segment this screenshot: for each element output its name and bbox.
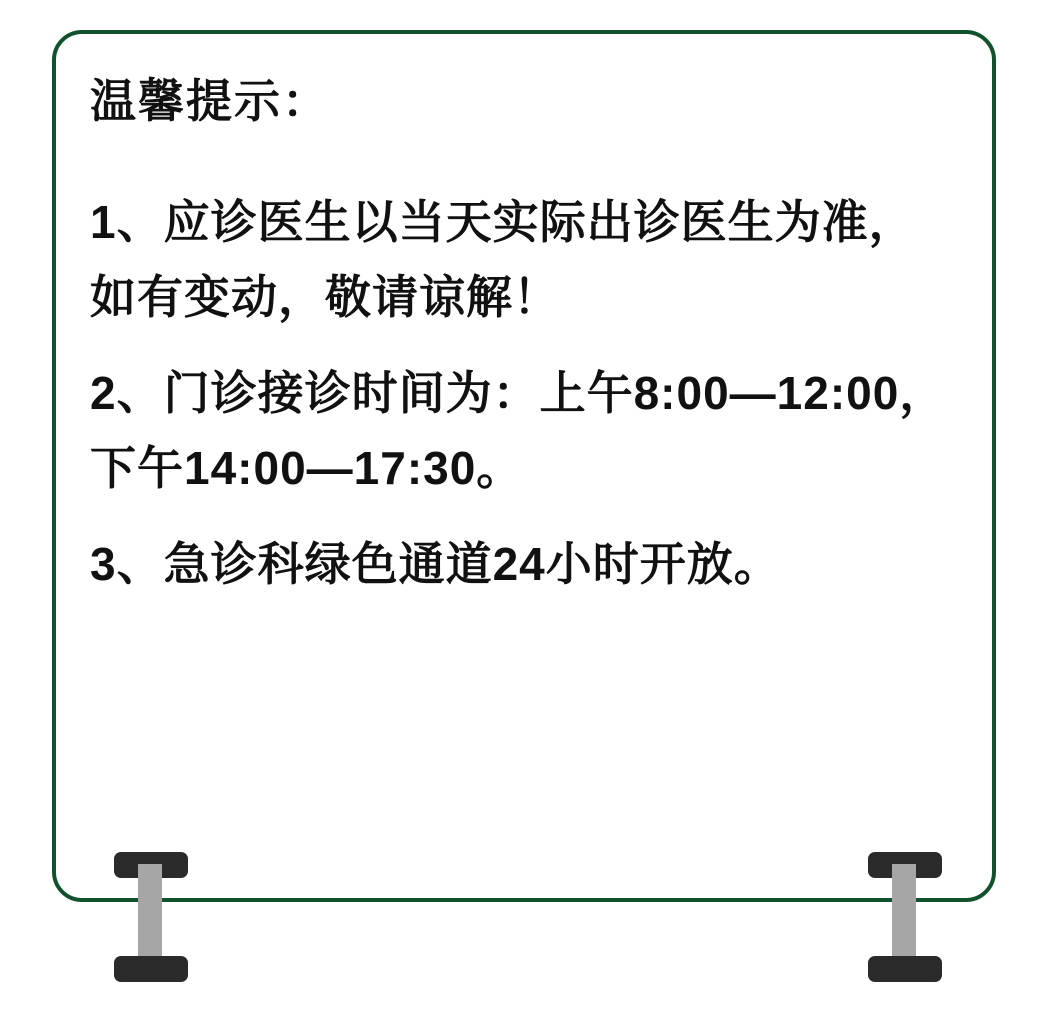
notice-title: 温馨提示： (90, 75, 330, 127)
stand-leg-right (862, 848, 972, 988)
leg-cap-bottom-icon (114, 956, 188, 982)
notice-item-3: 3、急诊科绿色通道24小时开放。 (90, 538, 781, 591)
notice-content (90, 74, 952, 624)
leg-cap-bottom-icon (868, 956, 942, 982)
leg-post-icon (138, 864, 162, 968)
notice-item-2: 2、门诊接诊时间为：上午8:00—12:00，下午14:00—17:30。 (90, 367, 947, 494)
notice-board (52, 30, 996, 902)
notice-item-1: 1、应诊医生以当天实际出诊医生为准，如有变动，敬请谅解！ (90, 196, 916, 323)
stand-leg-left (108, 848, 218, 988)
notice-list (90, 185, 952, 602)
leg-post-icon (892, 864, 916, 968)
